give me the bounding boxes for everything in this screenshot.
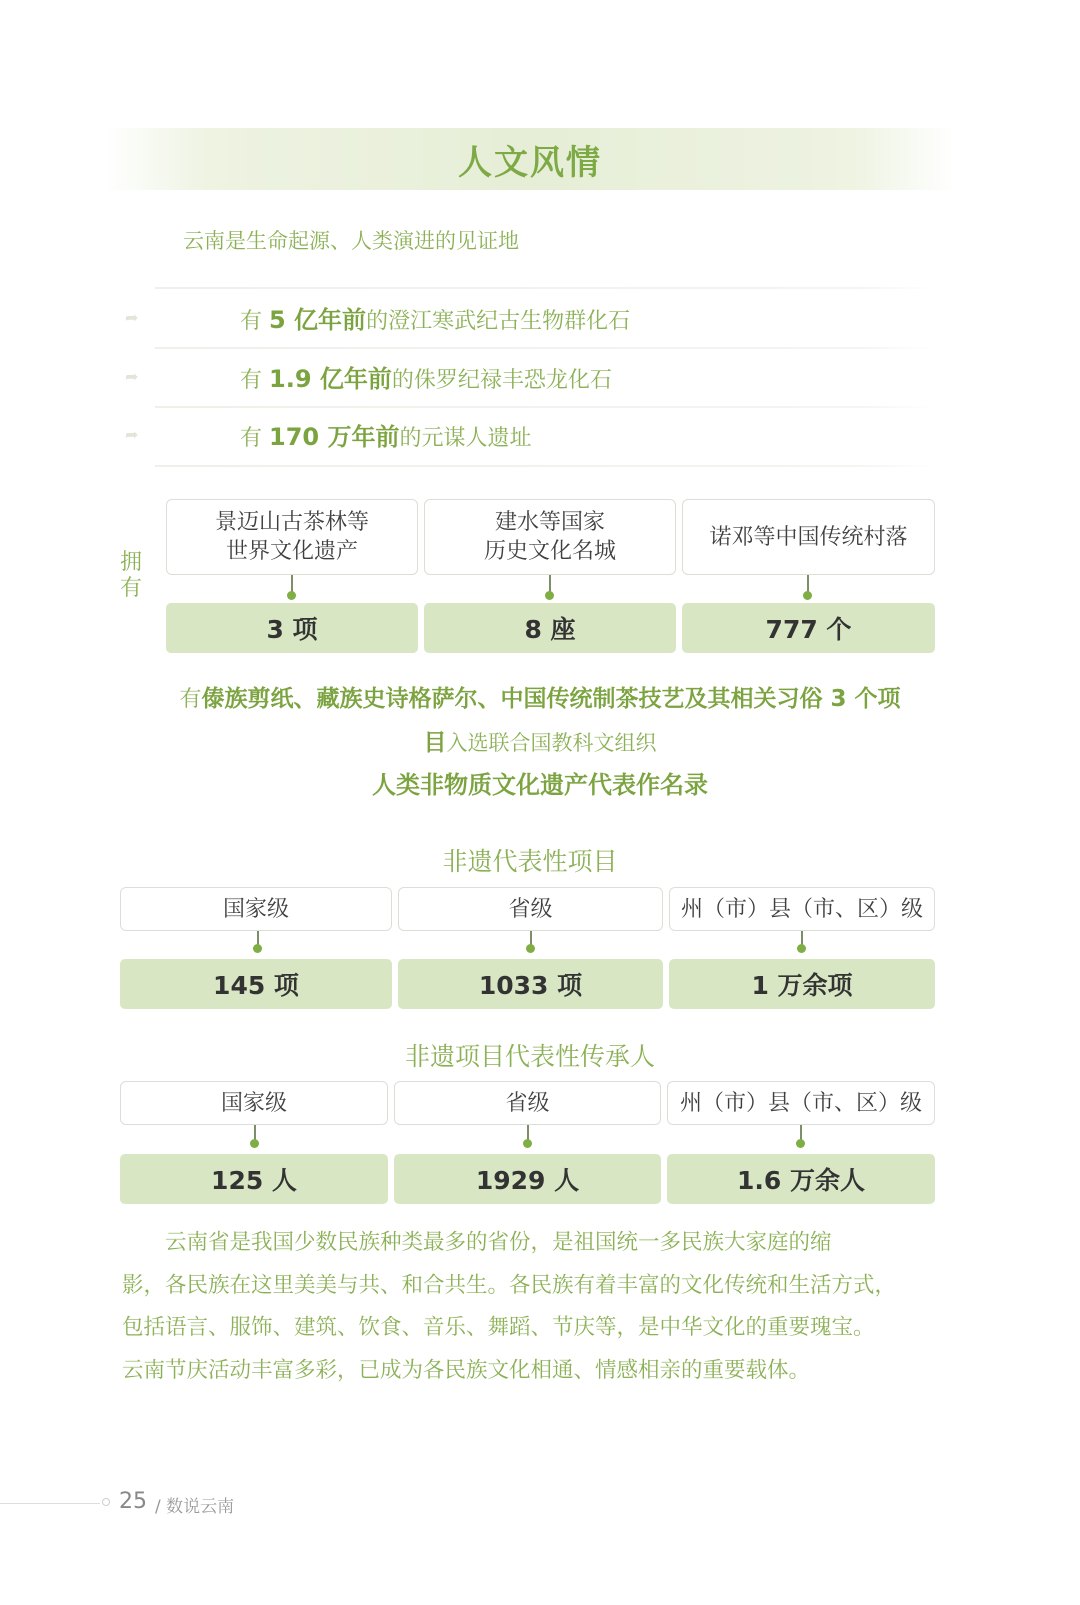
arrow-icon: ➦ (125, 424, 139, 444)
fact-suffix: 的澄江寒武纪古生物群化石 (366, 308, 631, 334)
unesco-prefix: 有 (179, 687, 202, 712)
paragraph-line: 云南省是我国少数民族种类最多的省份，是祖国统一多民族大家庭的缩 (122, 1230, 832, 1255)
connector-dot (287, 591, 296, 600)
value-box: 1929 人 (394, 1154, 661, 1204)
unesco-items: 傣族剪纸、藏族史诗格萨尔、中国传统制茶技艺及其相关习俗 3 个项 (201, 686, 901, 712)
connector-dot (526, 944, 535, 953)
card-line: 景迈山古茶林等 (214, 510, 369, 535)
ich-projects-title: 非遗代表性项目 (442, 847, 618, 876)
intro-subtitle: 云南是生命起源、人类演进的见证地 (183, 229, 519, 253)
level-card: 州（市）县（市、区）级 (669, 887, 935, 931)
unesco-items-end: 目 (423, 730, 447, 756)
value-box: 145 项 (120, 959, 392, 1009)
footer-separator: / (155, 1497, 161, 1517)
city-card (424, 499, 676, 575)
arrow-icon: ➦ (125, 307, 139, 327)
card-line: 历史文化名城 (483, 539, 616, 564)
value-box: 8 座 (424, 603, 676, 653)
level-card: 国家级 (120, 887, 392, 931)
unesco-line2 (100, 724, 980, 757)
unesco-middle: 入选联合国教科文组织 (446, 731, 657, 755)
paragraph-line: 包括语言、服饰、建筑、饮食、音乐、舞蹈、节庆等，是中华文化的重要瑰宝。 (122, 1315, 875, 1340)
card-line: 建水等国家 (494, 510, 605, 535)
level-card: 州（市）县（市、区）级 (667, 1081, 935, 1125)
connector-dot (796, 1139, 805, 1148)
connector-dot (797, 944, 806, 953)
own-label-char: 有 (120, 576, 143, 601)
page-title: 人文风情 (458, 142, 602, 183)
level-card: 省级 (398, 887, 663, 931)
body-paragraph (122, 1222, 952, 1392)
level-card: 国家级 (120, 1081, 388, 1125)
value-box: 777 个 (682, 603, 935, 653)
publication-name (155, 1492, 234, 1517)
footer-circle-icon (102, 1498, 110, 1506)
fact-prefix: 有 (240, 367, 269, 393)
fact-highlight: 5 亿年前 (269, 305, 367, 334)
value-box: 1.6 万余人 (667, 1154, 935, 1204)
page-number: 25 (119, 1489, 147, 1514)
value-box: 125 人 (120, 1154, 388, 1204)
fact-row (125, 405, 960, 463)
connector-dot (803, 591, 812, 600)
own-label-char: 拥 (120, 550, 143, 575)
footer-rule (0, 1503, 100, 1504)
village-card (682, 499, 935, 575)
arrow-icon: ➦ (125, 366, 139, 386)
section-title-band (105, 128, 955, 190)
value-box: 1033 项 (398, 959, 663, 1009)
unesco-list-name: 人类非物质文化遗产代表作名录 (372, 771, 708, 799)
paragraph-line: 影，各民族在这里美美与共、和合共生。各民族有着丰富的文化传统和生活方式， (122, 1272, 897, 1298)
own-label (120, 550, 146, 602)
value-box: 1 万余项 (669, 959, 935, 1009)
publication-title: 数说云南 (166, 1497, 235, 1517)
ich-inheritors-title: 非遗项目代表性传承人 (404, 1042, 655, 1071)
fact-row (125, 288, 960, 346)
fact-prefix: 有 (240, 425, 269, 451)
connector-dot (250, 1139, 259, 1148)
fact-prefix: 有 (240, 308, 269, 334)
unesco-line1 (100, 680, 980, 713)
fact-row (125, 347, 960, 405)
unesco-line3 (100, 765, 980, 800)
value-box: 3 项 (166, 603, 418, 653)
connector-dot (545, 591, 554, 600)
card-line: 世界文化遗产 (225, 539, 358, 564)
connector-dot (253, 944, 262, 953)
fact-highlight: 1.9 亿年前 (269, 364, 392, 393)
paragraph-line: 云南节庆活动丰富多彩，已成为各民族文化相通、情感相亲的重要载体。 (122, 1357, 811, 1383)
connector-dot (523, 1139, 532, 1148)
fact-highlight: 170 万年前 (269, 422, 400, 451)
card-line: 诺邓等中国传统村落 (709, 524, 908, 550)
fact-suffix: 的侏罗纪禄丰恐龙化石 (391, 367, 612, 393)
fact-suffix: 的元谋人遗址 (399, 425, 532, 451)
divider (155, 465, 935, 467)
level-card: 省级 (394, 1081, 661, 1125)
heritage-card (166, 499, 418, 575)
